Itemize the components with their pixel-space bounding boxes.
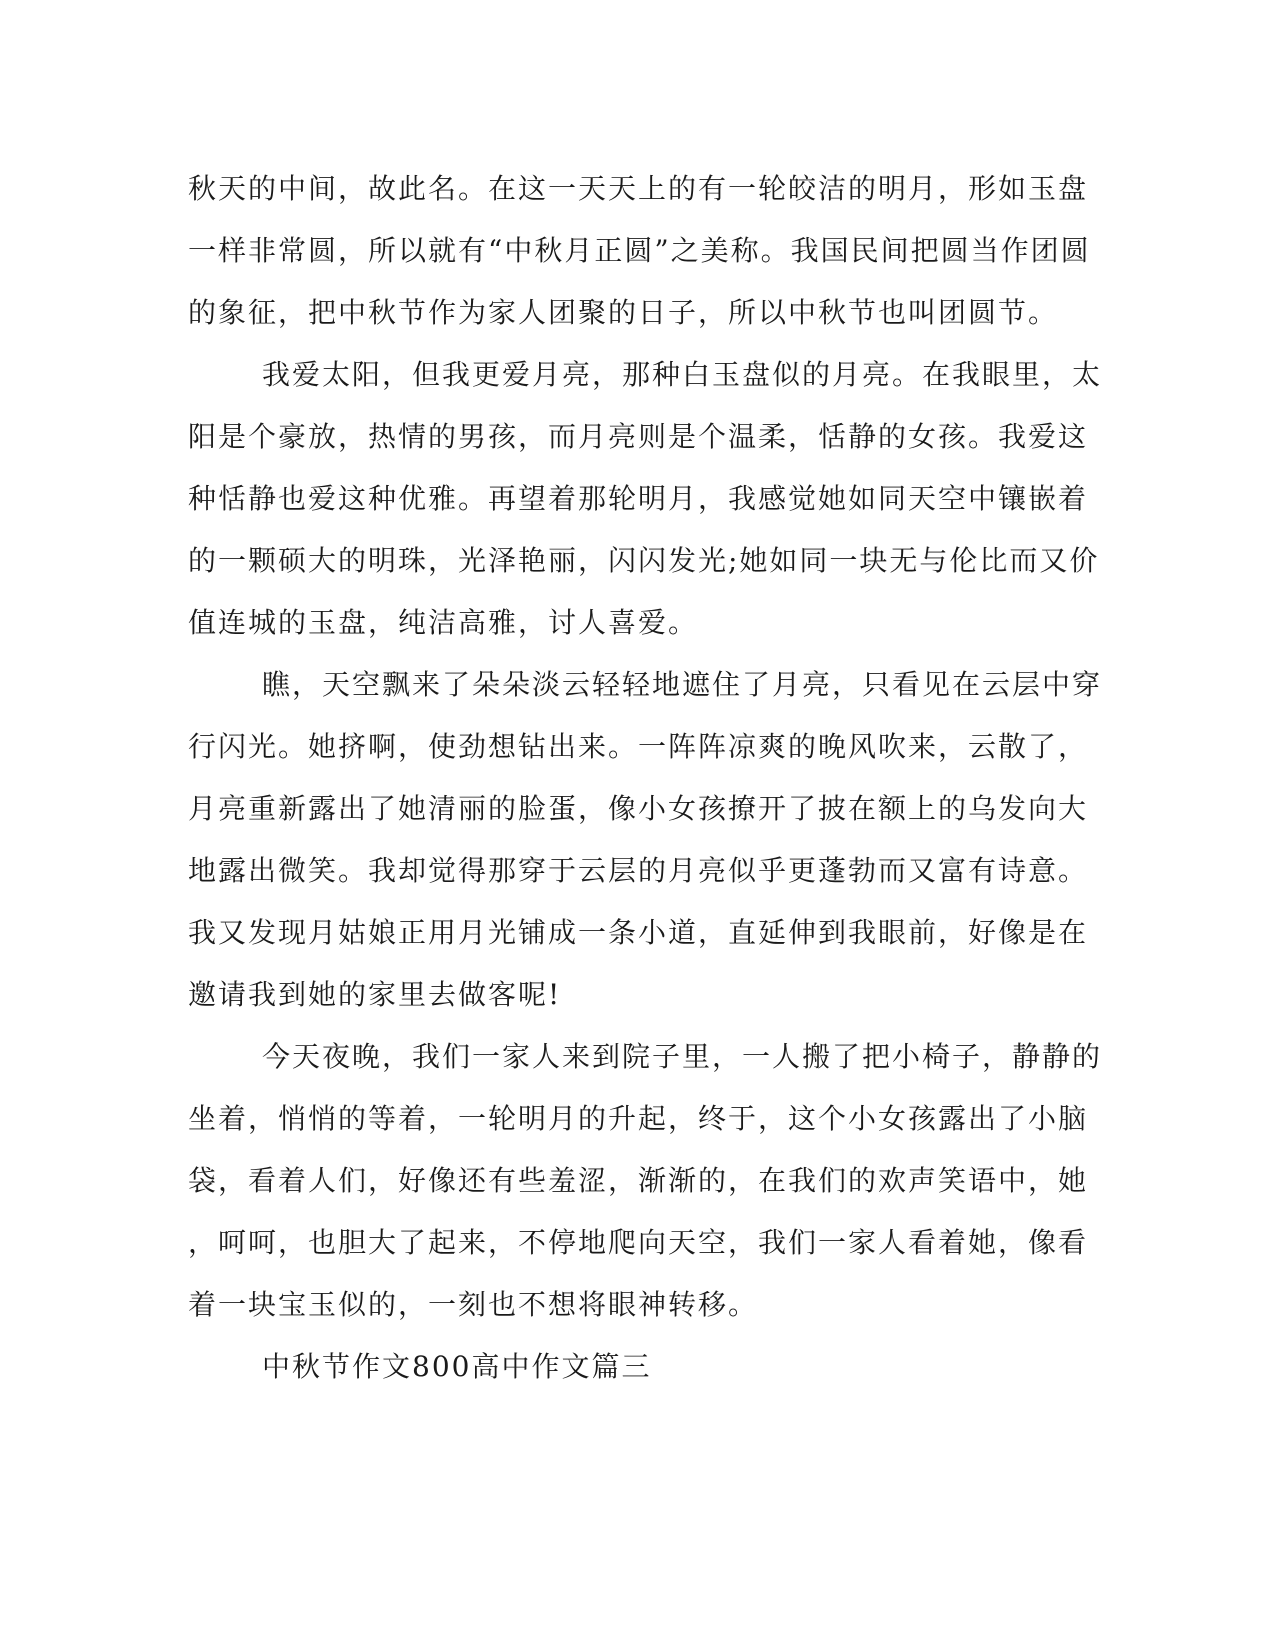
text-line: 邀请我到她的家里去做客呢! (188, 978, 562, 1011)
text-line: 的一颗硕大的明珠，光泽艳丽，闪闪发光;她如同一块无与伦比而又价 (188, 544, 1100, 577)
paragraph-4 (188, 1026, 1103, 1336)
text-line: 月亮重新露出了她清丽的脸蛋，像小女孩撩开了披在额上的乌发向大 (188, 792, 1089, 825)
text-line: 我爱太阳，但我更爱月亮，那种白玉盘似的月亮。在我眼里，太 (262, 358, 1103, 391)
text-line: 着一块宝玉似的，一刻也不想将眼神转移。 (188, 1288, 759, 1321)
document-body (188, 158, 1103, 1398)
text-line: 种恬静也爱这种优雅。再望着那轮明月，我感觉她如同天空中镶嵌着 (188, 482, 1089, 515)
text-line: 坐着，悄悄的等着，一轮明月的升起，终于，这个小女孩露出了小脑 (188, 1102, 1089, 1135)
text-line: 值连城的玉盘，纯洁高雅，讨人喜爱。 (188, 606, 699, 639)
text-line: 今天夜晚，我们一家人来到院子里，一人搬了把小椅子，静静的 (262, 1040, 1103, 1073)
text-line: 瞧，天空飘来了朵朵淡云轻轻地遮住了月亮，只看见在云层中穿 (262, 668, 1103, 701)
text-line: 一样非常圆，所以就有“中秋月正圆”之美称。我国民间把圆当作团圆 (188, 234, 1091, 267)
text-line: 地露出微笑。我却觉得那穿于云层的月亮似乎更蓬勃而又富有诗意。 (188, 854, 1089, 887)
text-line: 袋，看着人们，好像还有些羞涩，渐渐的，在我们的欢声笑语中，她 (188, 1164, 1089, 1197)
text-line: 我又发现月姑娘正用月光铺成一条小道，直延伸到我眼前，好像是在 (188, 916, 1089, 949)
paragraph-2 (188, 344, 1103, 654)
text-line: 行闪光。她挤啊，使劲想钻出来。一阵阵凉爽的晚风吹来，云散了， (188, 730, 1089, 763)
section-heading (188, 1336, 1078, 1398)
paragraph-1 (188, 158, 1091, 344)
text-line: 的象征，把中秋节作为家人团聚的日子，所以中秋节也叫团圆节。 (188, 296, 1059, 329)
paragraph-3 (188, 654, 1103, 1026)
text-line: 秋天的中间，故此名。在这一天天上的有一轮皎洁的明月，形如玉盘 (188, 172, 1089, 205)
text-line: 阳是个豪放，热情的男孩，而月亮则是个温柔，恬静的女孩。我爱这 (188, 420, 1089, 453)
text-line: ，呵呵，也胆大了起来，不停地爬向天空，我们一家人看着她，像看 (188, 1226, 1089, 1259)
section-title: 中秋节作文800高中作文篇三 (262, 1350, 652, 1383)
